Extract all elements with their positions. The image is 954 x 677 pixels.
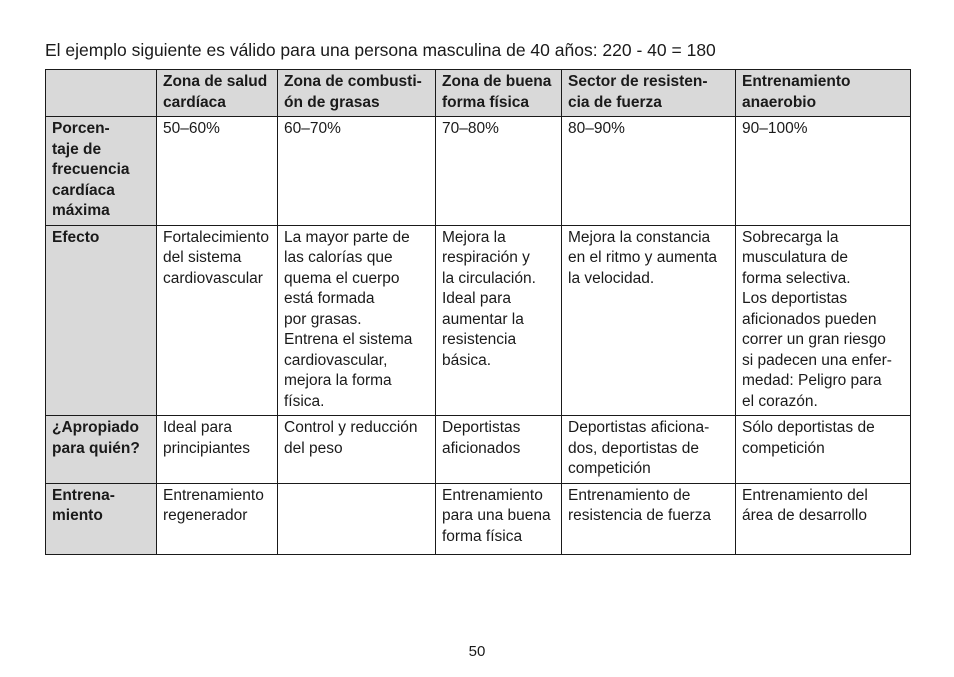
header-sector-resistencia-fuerza: Sector de resisten- cia de fuerza (562, 70, 736, 117)
header-zona-buena-forma: Zona de buena forma física (436, 70, 562, 117)
table-cell: Sobrecarga la musculatura de forma selectiva. Los deportistas aficionados pueden correr un gran riesgo si padecen una enfer- medad: Peligro para el corazón. (736, 225, 911, 416)
table-cell: 80–90% (562, 117, 736, 226)
header-zona-salud-cardiaca: Zona de salud cardíaca (157, 70, 278, 117)
table-cell: 70–80% (436, 117, 562, 226)
table-cell: Ideal para principiantes (157, 416, 278, 484)
table-row (46, 117, 911, 226)
table-row (46, 483, 911, 554)
table-cell: Deportistas aficionados (436, 416, 562, 484)
table-cell: Fortalecimiento del sistema cardiovascular (157, 225, 278, 416)
table-cell: Mejora la respiración y la circulación. Ideal para aumentar la resistencia básica. (436, 225, 562, 416)
table-cell: Mejora la constancia en el ritmo y aumenta la velocidad. (562, 225, 736, 416)
row-label-entrenamiento: Entrena- miento (46, 483, 157, 554)
heart-rate-zones-table (45, 69, 911, 555)
row-label-porcentaje: Porcen- taje de frecuencia cardíaca máxima (46, 117, 157, 226)
table-row (46, 416, 911, 484)
table-cell: La mayor parte de las calorías que quema el cuerpo está formada por grasas. Entrena el sistema cardiovascular, mejora la forma física. (278, 225, 436, 416)
header-entrenamiento-anaerobio: Entrenamiento anaerobio (736, 70, 911, 117)
table-cell: Entrenamiento del área de desarrollo (736, 483, 911, 554)
table-row (46, 225, 911, 416)
table-cell: 60–70% (278, 117, 436, 226)
table-cell: 90–100% (736, 117, 911, 226)
table-cell: Deportistas aficiona- dos, deportistas de competición (562, 416, 736, 484)
table-cell: Entrenamiento regenerador (157, 483, 278, 554)
header-zona-combustion-grasas: Zona de combusti- ón de grasas (278, 70, 436, 117)
page-number: 50 (468, 643, 486, 660)
table-cell (278, 483, 436, 554)
intro-text: El ejemplo siguiente es válido para una persona masculina de 40 años: 220 - 40 = 180 (45, 40, 716, 60)
table-cell: 50–60% (157, 117, 278, 226)
table-cell: Entrenamiento de resistencia de fuerza (562, 483, 736, 554)
table-header-row (46, 70, 911, 117)
table-cell: Sólo deportistas de competición (736, 416, 911, 484)
corner-cell (46, 70, 157, 117)
row-label-efecto: Efecto (46, 225, 157, 416)
row-label-apropiado: ¿Apropiado para quién? (46, 416, 157, 484)
table-cell: Control y reducción del peso (278, 416, 436, 484)
table-cell: Entrenamiento para una buena forma física (436, 483, 562, 554)
